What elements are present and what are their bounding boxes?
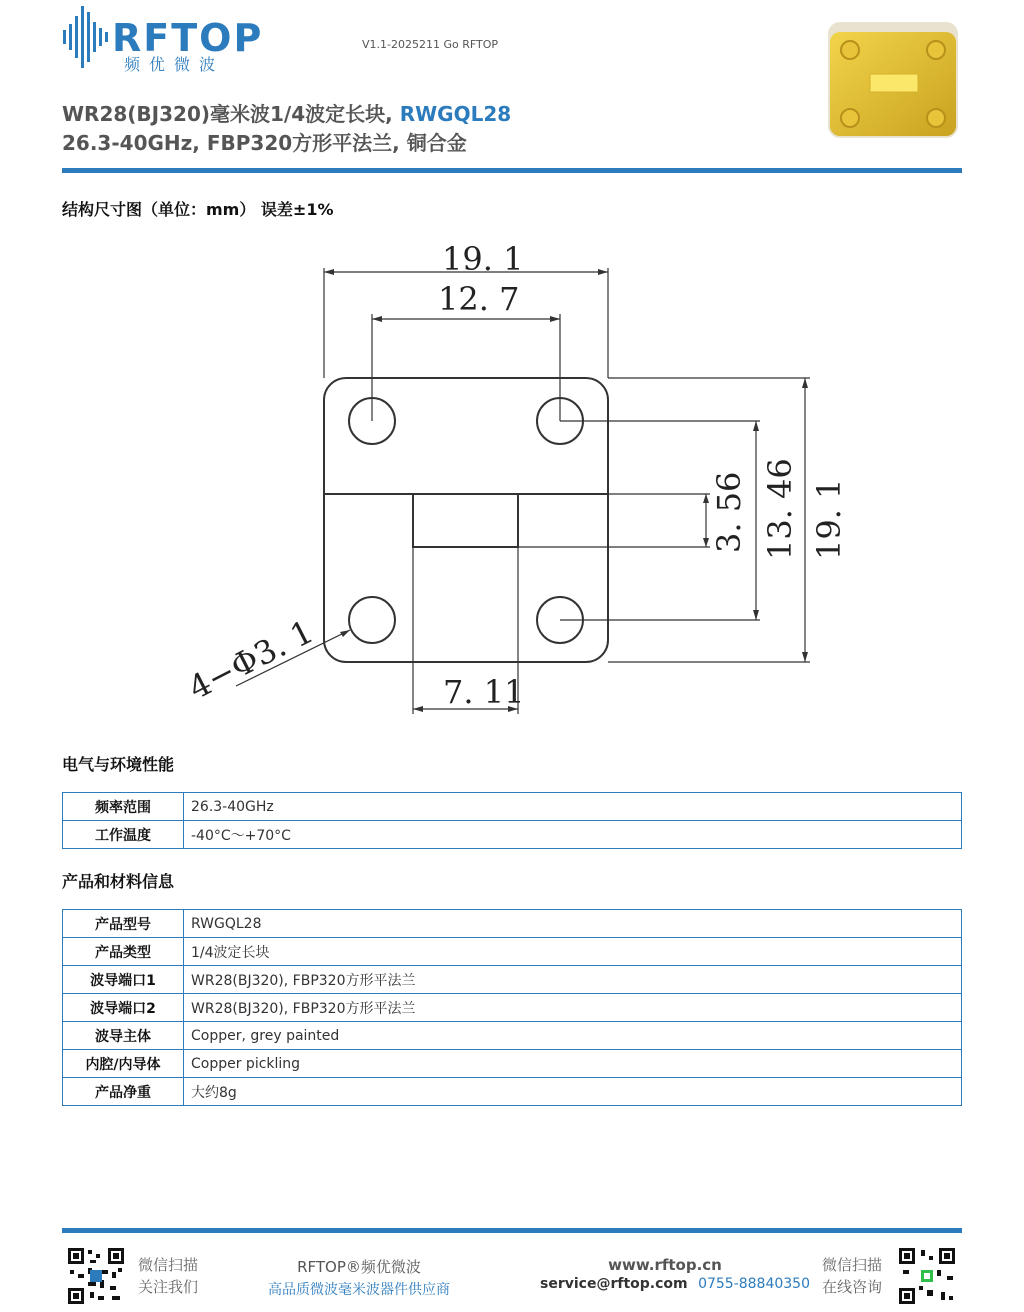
logo-text: RFTOP: [112, 16, 264, 60]
row-key: 内腔/内导体: [63, 1050, 184, 1078]
table-row: [63, 1078, 962, 1106]
row-value: -40°C～+70°C: [184, 821, 962, 849]
row-value: Copper pickling: [184, 1050, 962, 1078]
row-key: 频率范围: [63, 793, 184, 821]
table-row: [63, 1022, 962, 1050]
row-key: 产品型号: [63, 910, 184, 938]
footer-scan-consult: [822, 1254, 882, 1298]
material-table: [62, 909, 962, 1106]
material-heading: 产品和材料信息: [62, 872, 175, 891]
waveguide-aperture: [413, 494, 518, 547]
row-key: 产品类型: [63, 938, 184, 966]
table-row: [63, 793, 962, 821]
electrical-table: [62, 792, 962, 849]
wechat-scan-text-2: 微信扫描: [822, 1256, 883, 1274]
footer-brand: RFTOP®频优微波: [297, 1258, 421, 1276]
footer-brand-block: [268, 1256, 450, 1299]
row-value: 大约8g: [184, 1078, 962, 1106]
title-prefix: WR28(BJ320)毫米波1/4波定长块,: [62, 102, 400, 126]
row-value: WR28(BJ320), FBP320方形平法兰: [184, 966, 962, 994]
row-key: 工作温度: [63, 821, 184, 849]
qr-code-follow[interactable]: [66, 1246, 126, 1306]
row-key: 波导主体: [63, 1022, 184, 1050]
version-label: V1.1-2025211 Go RFTOP: [362, 38, 499, 51]
table-row: [63, 1050, 962, 1078]
footer-email[interactable]: service@rftop.com: [540, 1276, 688, 1292]
dim-hole-vertical-label: 13. 46: [761, 458, 799, 560]
qr-code-consult[interactable]: [897, 1246, 957, 1306]
dim-hole-spacing-label: 12. 7: [438, 280, 520, 318]
row-value: RWGQL28: [184, 910, 962, 938]
row-value: WR28(BJ320), FBP320方形平法兰: [184, 994, 962, 1022]
row-value: 26.3-40GHz: [184, 793, 962, 821]
dim-slot-height-label: 3. 56: [710, 471, 748, 553]
footer-contact-block: [540, 1256, 811, 1292]
footer-scan-follow: [138, 1254, 198, 1298]
table-row: [63, 821, 962, 849]
table-row: [63, 966, 962, 994]
electrical-heading: 电气与环境性能: [62, 755, 175, 774]
dim-width-label: 19. 1: [442, 240, 524, 278]
row-key: 产品净重: [63, 1078, 184, 1106]
table-row: [63, 994, 962, 1022]
footer-divider: [62, 1228, 962, 1233]
row-value: Copper, grey painted: [184, 1022, 962, 1050]
drawing-heading: 结构尺寸图（单位：mm） 误差±1%: [62, 200, 334, 219]
row-value: 1/4波定长块: [184, 938, 962, 966]
title-model: RWGQL28: [399, 102, 512, 126]
product-title-line2: 26.3-40GHz, FBP320方形平法兰, 铜合金: [62, 131, 467, 155]
follow-us-text: 关注我们: [138, 1278, 199, 1296]
footer-phone[interactable]: 0755-88840350: [698, 1276, 811, 1292]
table-row: [63, 910, 962, 938]
dim-slot-width-label: 7. 11: [443, 673, 525, 711]
footer-website[interactable]: www.rftop.cn: [608, 1256, 722, 1274]
footer-tagline: 高品质微波毫米波器件供应商: [268, 1282, 450, 1298]
dim-height-label: 19. 1: [810, 478, 848, 560]
wechat-scan-text: 微信扫描: [138, 1256, 199, 1274]
dim-holes-label: 4−Φ3. 1: [182, 612, 320, 708]
row-key: 波导端口2: [63, 994, 184, 1022]
consult-text: 在线咨询: [822, 1278, 883, 1296]
logo-subtitle: 频优微波: [124, 55, 225, 74]
row-key: 波导端口1: [63, 966, 184, 994]
table-row: [63, 938, 962, 966]
footer-contact-line: [540, 1276, 811, 1292]
bolt-hole-bl: [349, 597, 395, 643]
